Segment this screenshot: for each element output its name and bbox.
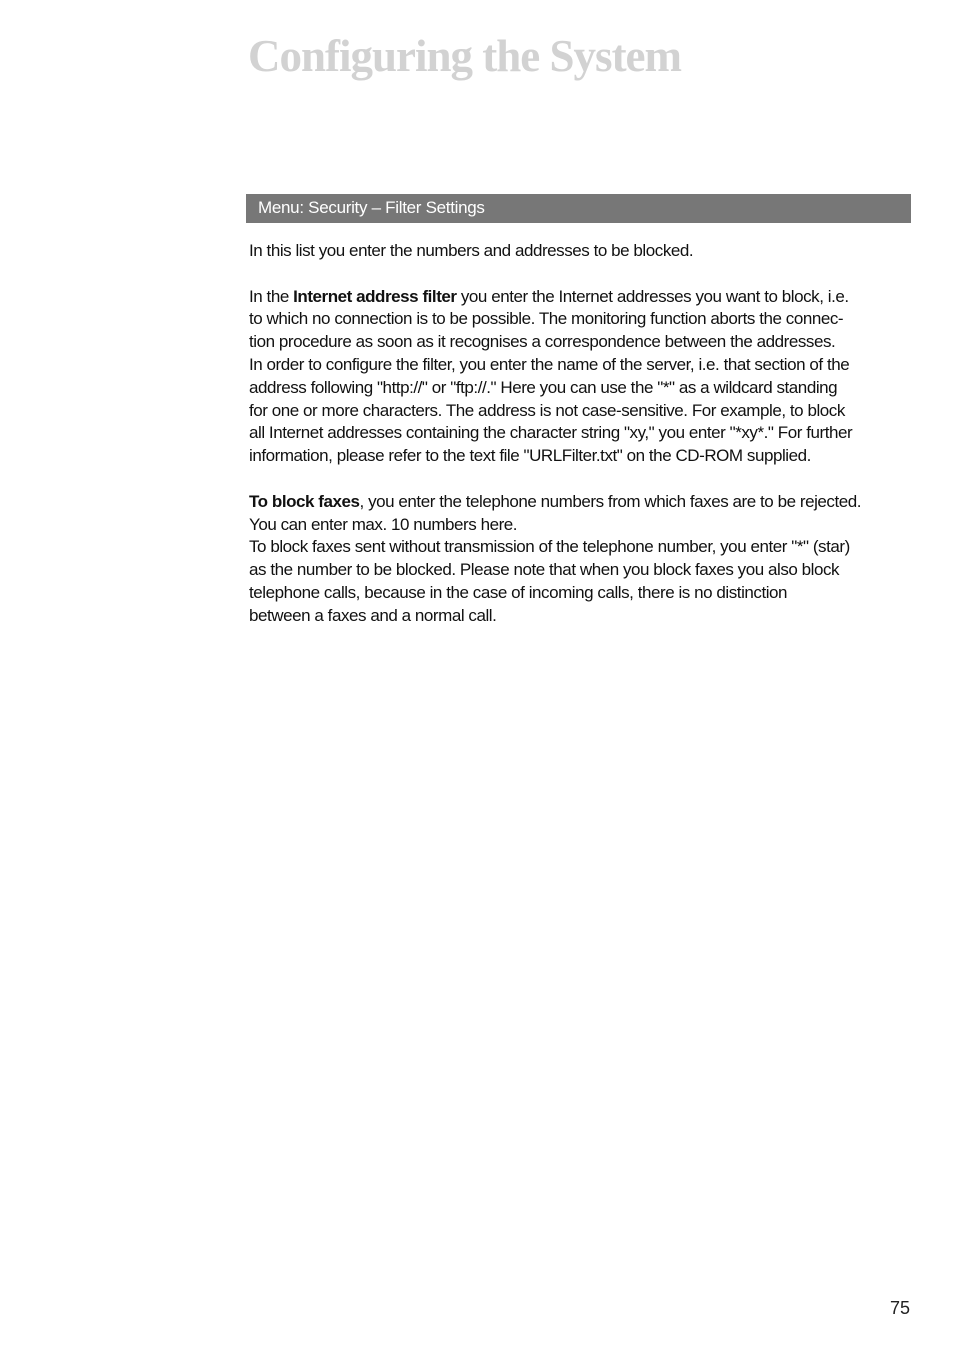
chapter-title: Configuring the System — [248, 31, 682, 81]
fax-block-term: To block faxes — [249, 491, 360, 511]
intro-paragraph — [249, 240, 914, 263]
internet-filter-line: all Internet addresses containing the character string "xy," you enter "*xy*." For further — [249, 423, 853, 443]
internet-filter-term: Internet address filter — [293, 286, 457, 306]
fax-block-line: You can enter max. 10 numbers here. — [249, 514, 518, 534]
paragraph-spacer — [249, 468, 914, 491]
internet-filter-line: to which no connection is to be possible. The monitoring function aborts the connec- — [249, 309, 844, 329]
internet-filter-paragraph — [249, 286, 914, 468]
fax-block-line: telephone calls, because in the case of incoming calls, there is no distinction — [249, 582, 788, 602]
fax-block-paragraph — [249, 491, 914, 628]
internet-filter-prefix: In the — [249, 286, 294, 306]
page-number: 75 — [890, 1298, 911, 1318]
internet-filter-line: for one or more characters. The address is not case-sensitive. For example, to block — [249, 400, 845, 420]
paragraph-spacer — [249, 263, 914, 286]
intro-line: In this list you enter the numbers and addresses to be blocked. — [249, 241, 694, 260]
body-content — [249, 240, 914, 628]
section-title: Menu: Security – Filter Settings — [258, 198, 485, 217]
internet-filter-line-1 — [249, 286, 914, 309]
section-header-bar — [246, 194, 911, 223]
fax-block-line: as the number to be blocked. Please note that when you block faxes you also block — [249, 560, 840, 580]
fax-block-line: between a faxes and a normal call. — [249, 605, 497, 625]
fax-block-line-1-rest: , you enter the telephone numbers from which faxes are to be rejected. — [359, 491, 862, 511]
fax-block-line: To block faxes sent without transmission of the telephone number, you enter "*" (star) — [249, 537, 850, 557]
internet-filter-line: information, please refer to the text file "URLFilter.txt" on the CD-ROM supplied. — [249, 446, 811, 466]
internet-filter-line: In order to configure the filter, you enter the name of the server, i.e. that section of the — [249, 354, 850, 374]
internet-filter-line: tion procedure as soon as it recognises a correspondence between the addresses. — [249, 332, 836, 352]
internet-filter-line-1-rest: you enter the Internet addresses you want to block, i.e. — [456, 286, 849, 306]
internet-filter-line: address following "http://" or "ftp://." Here you can use the "*" as a wildcard standing — [249, 377, 838, 397]
fax-block-line-1 — [249, 491, 914, 514]
